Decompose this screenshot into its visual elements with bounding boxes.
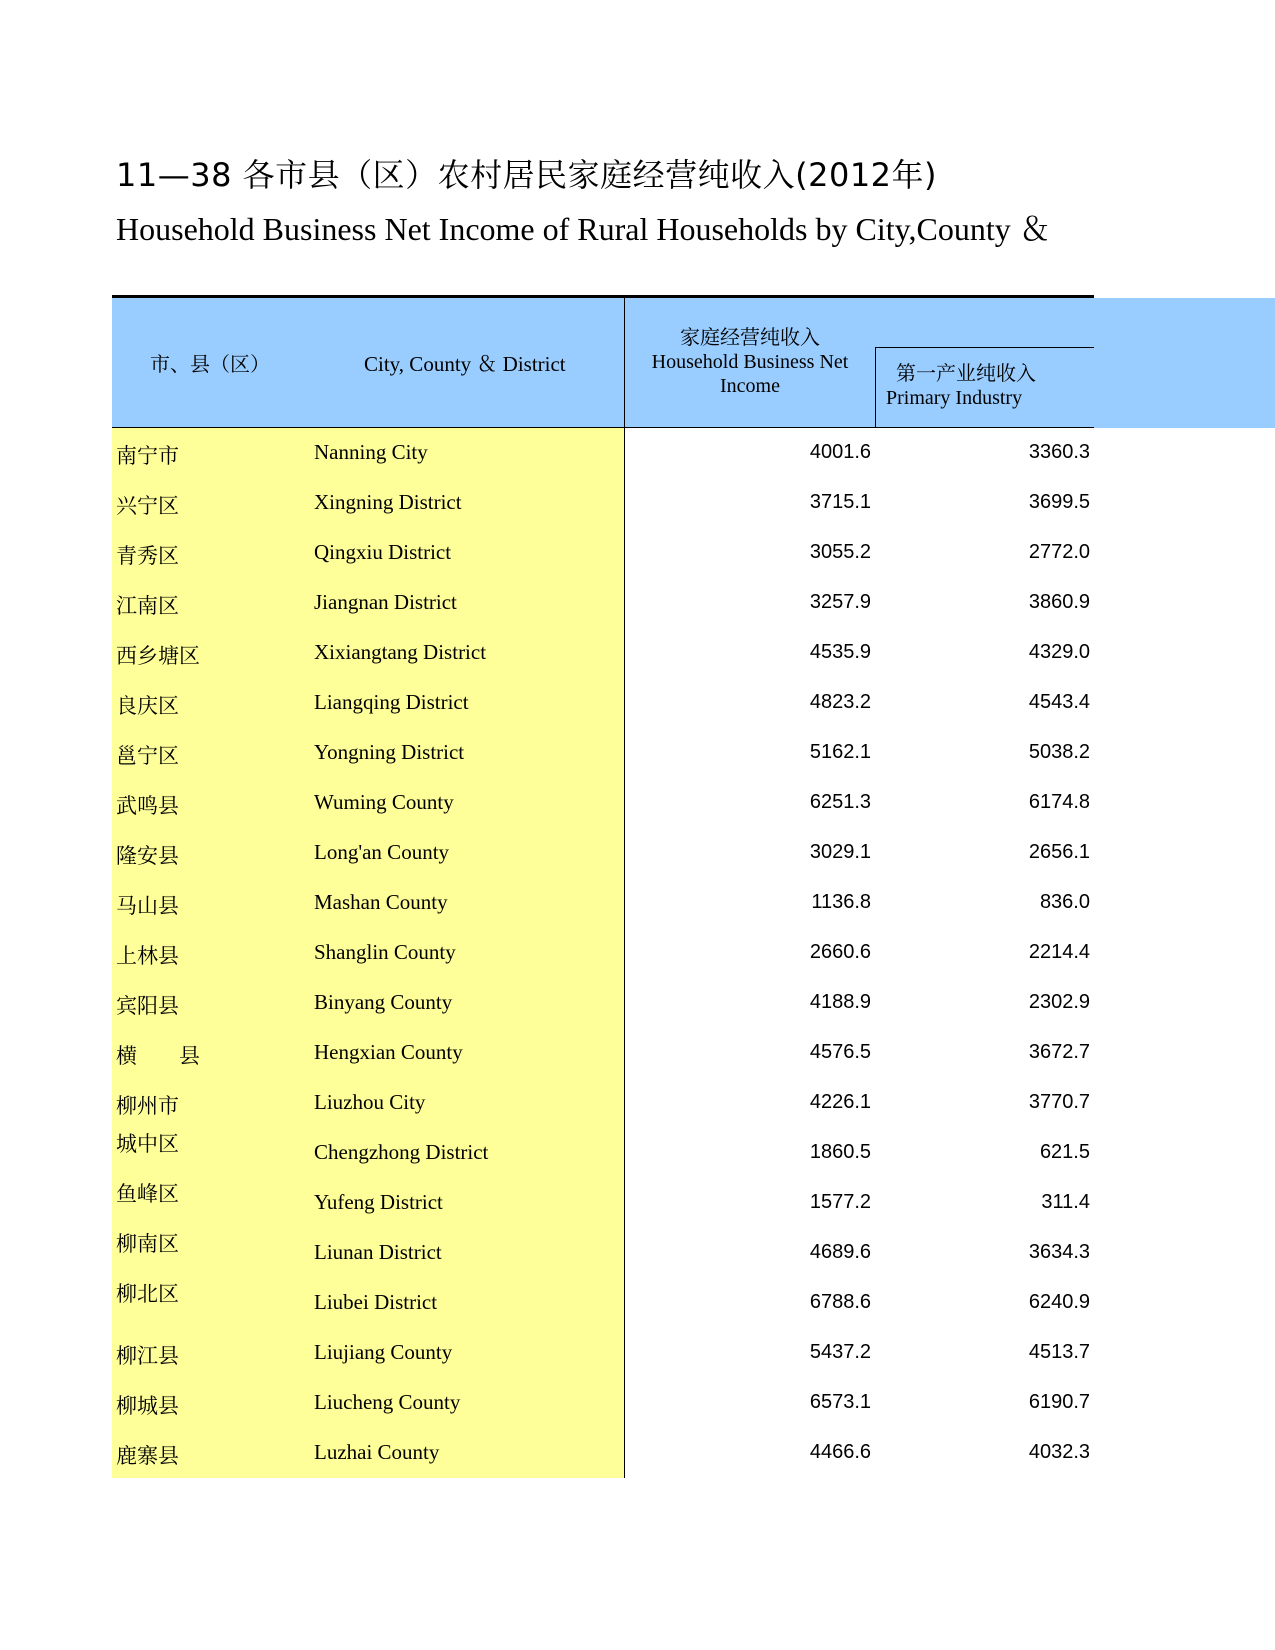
business-income-value: 3715.1 xyxy=(809,491,871,513)
region-name-english: Long'an County xyxy=(314,840,450,864)
region-name-chinese: 上林县 xyxy=(116,944,179,968)
primary-industry-value: 4032.3 xyxy=(1028,1441,1090,1463)
primary-industry-value: 3672.7 xyxy=(1028,1041,1090,1063)
table-row xyxy=(0,828,1275,878)
region-name-english: Liunan District xyxy=(314,1240,442,1264)
business-income-value: 6573.1 xyxy=(809,1391,871,1413)
business-income-value: 4535.9 xyxy=(809,641,871,663)
header-business-income-chinese: 家庭经营纯收入 xyxy=(680,327,820,349)
header-primary-industry-chinese: 第一产业纯收入 xyxy=(896,363,1036,385)
primary-industry-value: 3634.3 xyxy=(1028,1241,1090,1263)
region-name-chinese: 江南区 xyxy=(116,594,179,618)
table-row xyxy=(0,1278,1275,1328)
table-row xyxy=(0,978,1275,1028)
region-name-chinese: 武鸣县 xyxy=(116,794,179,818)
primary-industry-value: 2302.9 xyxy=(1028,991,1090,1013)
business-income-value: 5437.2 xyxy=(809,1341,871,1363)
page-title-english: Household Business Net Income of Rural Households by City,County ＆ xyxy=(116,211,1051,247)
primary-industry-value: 3860.9 xyxy=(1028,591,1090,613)
subheader-rule xyxy=(875,347,1094,348)
table-row xyxy=(0,578,1275,628)
region-name-english: Liubei District xyxy=(314,1290,438,1314)
business-income-value: 2660.6 xyxy=(809,941,871,963)
region-name-chinese: 西乡塘区 xyxy=(116,644,200,668)
business-income-value: 4001.6 xyxy=(809,441,871,463)
table-row xyxy=(0,1178,1275,1228)
region-name-chinese: 宾阳县 xyxy=(116,994,179,1018)
region-name-chinese: 隆安县 xyxy=(116,844,179,868)
region-name-english: Qingxiu District xyxy=(314,540,452,564)
region-name-english: Hengxian County xyxy=(314,1040,463,1064)
business-income-value: 4689.6 xyxy=(809,1241,871,1263)
primary-industry-value: 4543.4 xyxy=(1028,691,1090,713)
region-name-english: Wuming County xyxy=(314,790,454,814)
business-income-value: 5162.1 xyxy=(809,741,871,763)
primary-industry-value: 2214.4 xyxy=(1028,941,1090,963)
region-name-english: Liangqing District xyxy=(314,690,469,714)
region-name-chinese: 青秀区 xyxy=(116,544,179,568)
region-name-english: Xixiangtang District xyxy=(314,640,487,664)
page-title-chinese: 11—38 各市县（区）农村居民家庭经营纯收入(2012年) xyxy=(116,156,938,194)
table-row xyxy=(0,1378,1275,1428)
header-primary-industry-english: Primary Industry xyxy=(886,387,1023,409)
table-row xyxy=(0,928,1275,978)
region-name-english: Yongning District xyxy=(314,740,465,764)
region-name-chinese: 南宁市 xyxy=(116,444,179,468)
business-income-value: 1577.2 xyxy=(809,1191,871,1213)
table-row xyxy=(0,428,1275,478)
business-income-value: 6788.6 xyxy=(809,1291,871,1313)
region-name-english: Yufeng District xyxy=(314,1190,443,1214)
region-name-chinese: 良庆区 xyxy=(116,694,179,718)
region-name-english: Chengzhong District xyxy=(314,1140,489,1164)
table-row xyxy=(0,728,1275,778)
primary-industry-value: 3770.7 xyxy=(1028,1091,1090,1113)
region-name-chinese: 兴宁区 xyxy=(116,494,179,518)
business-income-value: 3257.9 xyxy=(809,591,871,613)
header-region-chinese: 市、县（区） xyxy=(150,354,270,376)
region-name-english: Shanglin County xyxy=(314,940,456,964)
region-name-chinese: 柳南区 xyxy=(116,1232,179,1256)
table-row xyxy=(0,1078,1275,1128)
region-name-english: Jiangnan District xyxy=(314,590,457,614)
primary-industry-value: 836.0 xyxy=(1039,891,1090,913)
region-name-chinese: 柳江县 xyxy=(116,1344,179,1368)
primary-industry-value: 3360.3 xyxy=(1028,441,1090,463)
business-income-value: 4576.5 xyxy=(809,1041,871,1063)
region-name-chinese: 城中区 xyxy=(116,1132,179,1156)
business-income-value: 4466.6 xyxy=(809,1441,871,1463)
business-income-value: 4188.9 xyxy=(809,991,871,1013)
table-row xyxy=(0,528,1275,578)
table-row xyxy=(0,1328,1275,1378)
business-income-value: 1860.5 xyxy=(809,1141,871,1163)
header-business-income xyxy=(625,326,875,398)
region-name-chinese: 柳州市 xyxy=(116,1094,179,1118)
table-row xyxy=(0,878,1275,928)
primary-industry-value: 5038.2 xyxy=(1028,741,1090,763)
region-name-chinese: 邕宁区 xyxy=(116,744,179,768)
primary-industry-value: 3699.5 xyxy=(1028,491,1090,513)
table-row xyxy=(0,678,1275,728)
table-body xyxy=(0,428,1275,1478)
region-name-chinese: 柳北区 xyxy=(116,1282,179,1306)
region-name-english: Mashan County xyxy=(314,890,448,914)
region-name-chinese: 鱼峰区 xyxy=(116,1182,179,1206)
table-row xyxy=(0,1128,1275,1178)
business-income-value: 1136.8 xyxy=(811,891,871,913)
table-row xyxy=(0,1428,1275,1478)
primary-industry-value: 6190.7 xyxy=(1028,1391,1090,1413)
region-name-english: Liujiang County xyxy=(314,1340,453,1364)
table-row xyxy=(0,628,1275,678)
table-row xyxy=(0,1028,1275,1078)
primary-industry-value: 311.4 xyxy=(1041,1191,1090,1213)
header-region-english: City, County ＆ District xyxy=(364,352,566,376)
header-business-income-english: Household Business Net Income xyxy=(651,351,849,397)
primary-industry-value: 2772.0 xyxy=(1028,541,1090,563)
region-name-english: Luzhai County xyxy=(314,1440,440,1464)
primary-industry-value: 2656.1 xyxy=(1028,841,1090,863)
region-name-chinese: 横 县 xyxy=(116,1044,200,1068)
business-income-value: 4226.1 xyxy=(809,1091,871,1113)
primary-industry-value: 6240.9 xyxy=(1028,1291,1090,1313)
region-name-chinese: 鹿寨县 xyxy=(116,1444,179,1468)
region-name-english: Xingning District xyxy=(314,490,462,514)
primary-industry-value: 4513.7 xyxy=(1028,1341,1090,1363)
region-name-english: Liucheng County xyxy=(314,1390,461,1414)
region-name-chinese: 马山县 xyxy=(116,894,179,918)
table-row xyxy=(0,1228,1275,1278)
region-name-chinese: 柳城县 xyxy=(116,1394,179,1418)
header-primary-industry xyxy=(886,362,1094,410)
region-name-english: Binyang County xyxy=(314,990,453,1014)
business-income-value: 4823.2 xyxy=(809,691,871,713)
region-name-english: Nanning City xyxy=(314,440,428,464)
primary-industry-value: 4329.0 xyxy=(1028,641,1090,663)
primary-industry-value: 621.5 xyxy=(1039,1141,1090,1163)
business-income-value: 3055.2 xyxy=(809,541,871,563)
region-name-english: Liuzhou City xyxy=(314,1090,426,1114)
subcolumn-divider xyxy=(875,347,876,428)
business-income-value: 3029.1 xyxy=(809,841,871,863)
table-row xyxy=(0,778,1275,828)
table-row xyxy=(0,478,1275,528)
business-income-value: 6251.3 xyxy=(809,791,871,813)
primary-industry-value: 6174.8 xyxy=(1028,791,1090,813)
